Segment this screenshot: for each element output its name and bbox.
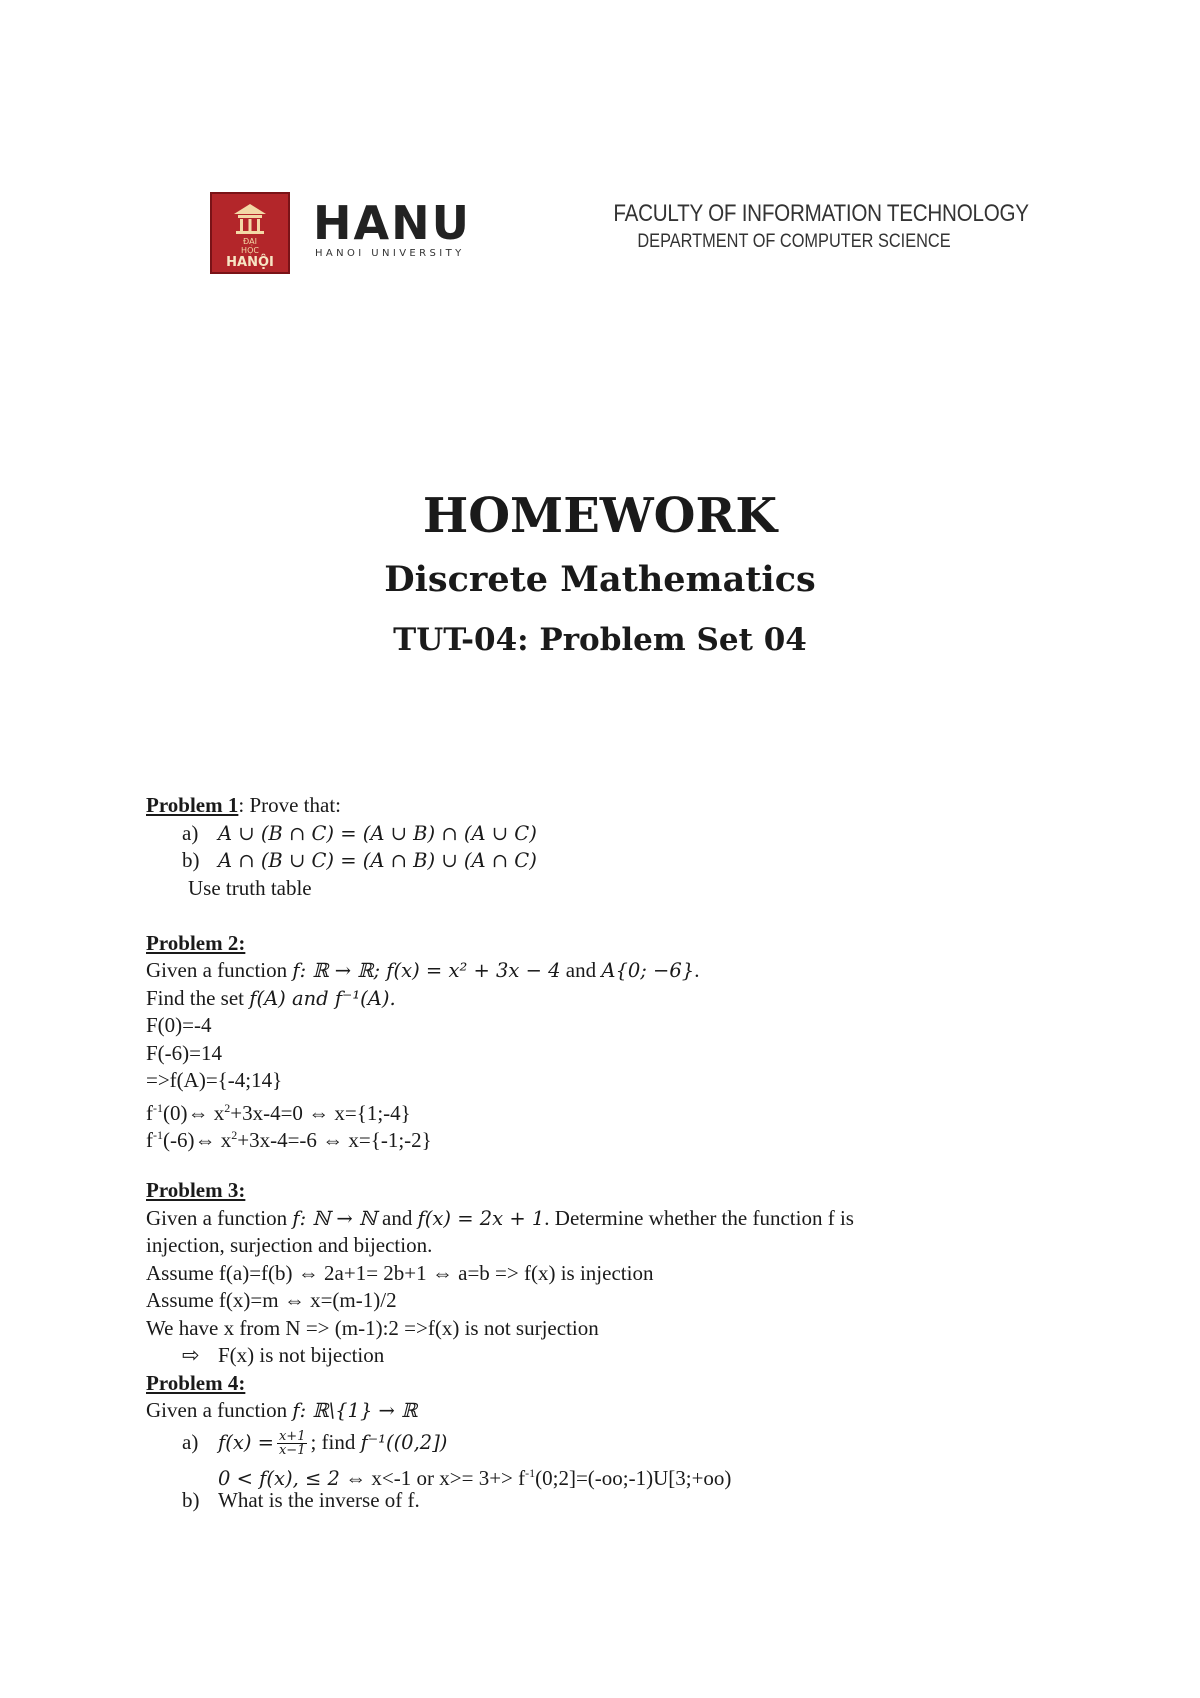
answer-line — [146, 1122, 1046, 1150]
math-expression: f: ℝ\{1} → ℝ — [292, 1399, 418, 1422]
answer-conclusion — [146, 1342, 1046, 1370]
answer-line: We have x from N => (m-1):2 =>f(x) is not surjection — [146, 1315, 599, 1340]
university-seal-logo — [210, 192, 290, 274]
problem-2-find — [146, 985, 1046, 1013]
text: +3x-4=0 ⇔ x={1;-4} — [230, 1100, 411, 1125]
problem-2-heading-line — [146, 930, 1046, 958]
problem-4-item-b — [146, 1487, 1046, 1515]
math-expression: A ∪ (B ∩ C) = (A ∪ B) ∩ (A ∪ C) — [218, 821, 537, 845]
math-expression: f(x) = — [218, 1430, 274, 1454]
text: F(x) is not bijection — [218, 1343, 385, 1367]
text: . — [694, 958, 700, 982]
problem-3-heading: Problem 3: — [146, 1178, 246, 1202]
text: . Determine whether the function f is — [544, 1205, 854, 1230]
math-expression: f: ℝ → ℝ; f(x) = x² + 3x − 4 — [292, 959, 561, 982]
math-expression: f⁻¹((0,2]) — [360, 1430, 448, 1454]
text: ; find — [310, 1429, 361, 1454]
math-expression: 0 < f(x), ≤ 2 — [218, 1466, 340, 1490]
problem-1-item-a — [146, 820, 1046, 848]
seal-text-3: HANỘI — [226, 255, 274, 270]
faculty-name: FACULTY OF INFORMATION TECHNOLOGY — [613, 200, 1029, 227]
text: (0;2]=(-oo;-1)U[3;+oo) — [535, 1465, 732, 1490]
problem-set-title: TUT-04: Problem Set 04 — [393, 622, 807, 658]
problem-4-heading-line — [146, 1370, 1046, 1398]
seal-text-2: HỌC — [241, 246, 259, 255]
problem-1-heading: Problem 1 — [146, 793, 239, 817]
text: Given a function — [146, 1398, 293, 1422]
header — [210, 192, 1029, 274]
note-text: Use truth table — [188, 875, 312, 900]
problem-1-intro: : Prove that: — [238, 793, 342, 817]
item-label: a) — [182, 1429, 199, 1454]
brand-logo — [313, 198, 483, 262]
subject-title: Discrete Mathematics — [384, 559, 816, 600]
department-name: DEPARTMENT OF COMPUTER SCIENCE — [637, 231, 951, 252]
text: (0)⇔ x — [163, 1100, 225, 1125]
text: and — [376, 1205, 418, 1230]
item-label: a) — [182, 820, 199, 845]
item-label: b) — [182, 848, 200, 872]
answer-line: Assume f(x)=m ⇔ x=(m-1)/2 — [146, 1288, 397, 1312]
fraction-numerator: x+1 — [278, 1429, 306, 1445]
problem-3-heading-line — [146, 1177, 1046, 1205]
problem-1-note — [146, 875, 1046, 903]
math-expression: A{0; −6} — [601, 959, 695, 982]
problem-3-given-cont: injection, surjection and bijection. — [146, 1233, 433, 1257]
math-expression: f(x) = 2x + 1 — [417, 1206, 545, 1230]
arrow-icon: ⇨ — [182, 1343, 200, 1367]
math-expression: f(A) and f⁻¹(A). — [249, 986, 396, 1010]
problem-2-heading: Problem 2: — [146, 930, 246, 955]
problem-4-solution — [146, 1460, 1046, 1488]
seal-text-1: ĐẠI — [242, 237, 258, 246]
text: ⇔ x<-1 or x>= 3+> f — [339, 1465, 526, 1490]
text: What is the inverse of f. — [218, 1488, 420, 1512]
problem-4-given — [146, 1397, 1046, 1425]
item-label: b) — [182, 1488, 200, 1512]
building-icon — [232, 202, 268, 236]
fraction-denominator: x−1 — [278, 1443, 306, 1459]
text: (-6)⇔ x — [163, 1128, 232, 1152]
text: and — [560, 958, 602, 982]
answer-line — [146, 1095, 1046, 1123]
brand-name: HANU — [313, 196, 471, 250]
superscript: -1 — [525, 1465, 536, 1480]
text: Given a function — [146, 1205, 293, 1230]
faculty-block — [584, 199, 1029, 255]
answer-line: Assume f(a)=f(b) ⇔ 2a+1= 2b+1 ⇔ a=b => f(x) is injection — [146, 1260, 654, 1285]
answer-line: =>f(A)={-4;14} — [146, 1068, 283, 1092]
problem-4-item-a — [146, 1425, 1046, 1460]
text: Given a function — [146, 958, 293, 982]
answer-line: F(0)=-4 — [146, 1013, 212, 1037]
problem-1-heading-line — [146, 792, 1046, 820]
superscript: 2 — [231, 1128, 238, 1142]
superscript: -1 — [153, 1100, 163, 1115]
document-body — [146, 792, 1046, 1515]
problem-3-given — [146, 1205, 1046, 1233]
fraction — [277, 1430, 308, 1457]
text: f — [146, 1100, 153, 1125]
text: +3x-4=-6 ⇔ x={-1;-2} — [237, 1128, 432, 1152]
math-expression: A ∩ (B ∪ C) = (A ∩ B) ∪ (A ∩ C) — [218, 849, 537, 872]
text: Find the set — [146, 985, 250, 1010]
superscript: 2 — [224, 1100, 231, 1115]
brand-subtitle: HANOI UNIVERSITY — [315, 248, 465, 259]
answer-line: F(-6)=14 — [146, 1040, 223, 1065]
document-title: HOMEWORK — [422, 488, 778, 544]
text: f — [146, 1128, 153, 1152]
superscript: -1 — [153, 1128, 163, 1142]
math-expression: f: ℕ → ℕ — [292, 1206, 377, 1230]
problem-1-item-b — [146, 847, 1046, 875]
problem-4-heading: Problem 4: — [146, 1370, 246, 1395]
problem-2-given — [146, 957, 1046, 985]
